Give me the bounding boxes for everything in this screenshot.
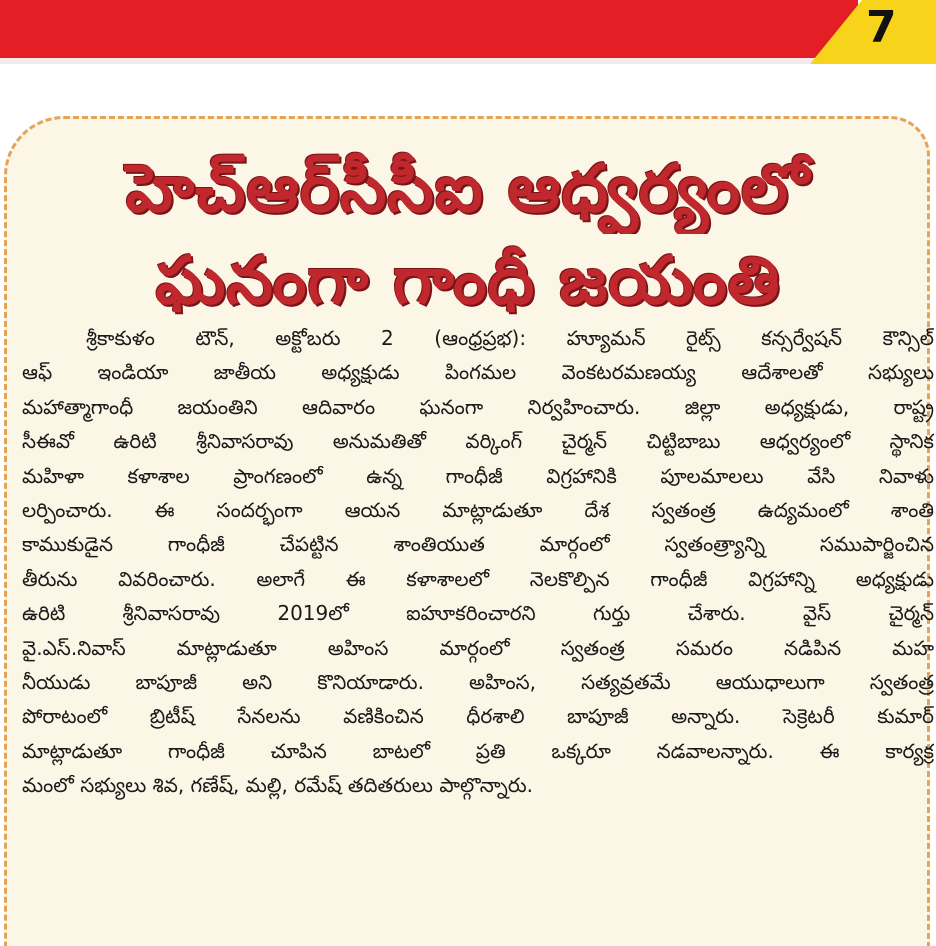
page-number: 7 [866,2,897,53]
body-line-1: శ్రీకాకుళం టౌన్, అక్టోబరు 2 (ఆంధ్రప్రభ): హ్యూమన్ రైట్స్ కన్సర్వేషన్ కౌన్సిల్ [86,326,934,350]
body-line-13: మాట్లాడుతూ గాంధీజీ చూపిన బాటలో ప్రతి ఒక్కరూ నడవాలన్నారు. ఈ కార్యక్ర [22,738,934,763]
body-line-2: ఆఫ్ ఇండియా జాతీయ అధ్యక్షుడు పింగమల వెంకటరమణయ్య ఆదేశాలతో సభ్యులు [22,360,934,385]
page-header [0,0,936,66]
body-line-10: వై.ఎస్.నివాస్ మాట్లాడుతూ అహింస మార్గంలో స్వతంత్ర సమరం నడిపిన మహ [22,635,934,660]
body-line-7: కాముకుడైన గాంధీజీ చేపట్టిన శాంతియుత మార్గంలో స్వతంత్ర్యాన్ని సముపార్జించిన [22,532,934,557]
body-line-12: పోరాటంలో బ్రిటీష్ సేనలను వణికించిన ధీరశాలి బాపూజీ అన్నారు. సెక్రెటరీ కుమార్ [22,704,934,729]
body-line-5: మహిళా కళాశాల ప్రాంగణంలో ఉన్న గాంధీజీ విగ్రహానికి పూలమాలలు వేసి నివాళు [22,463,934,488]
headline-line-1: హెచ్‌ఆర్‌సీసీఐ ఆధ్వర్యంలో [125,150,811,227]
header-red-bar [0,0,858,58]
body-line-14: మంలో సభ్యులు శివ, గణేష్, మల్లి, రమేష్ తదితరులు పాల్గొన్నారు. [22,773,533,798]
body-line-3: మహాత్మాగాంధీ జయంతిని ఆదివారం ఘనంగా నిర్వహించారు. జిల్లా అధ్యక్షుడు, రాష్ట్ర [22,394,934,419]
body-line-9: ఉరిటి శ్రీనివాసరావు 2019లో ఐహూకరించారని గుర్తు చేశారు. వైస్ చైర్మన్ [22,601,934,626]
headline-line-2: ఘనంగా గాంధీ జయంతి [155,242,781,319]
body-line-11: నీయుడు బాపూజీ అని కొనియాడారు. అహింస, సత్యవ్రతమే ఆయుధాలుగా స్వతంత్ర [22,669,934,694]
body-line-4: సీఈవో ఉరిటి శ్రీనివాసరావు అనుమతితో వర్కింగ్ చైర్మన్ చిట్టిబాబు ఆధ్వర్యంలో స్థానిక [22,429,934,454]
article-body [22,326,934,807]
body-line-8: తీరును వివరించారు. అలాగే ఈ కళాశాలలో నెలకొల్పిన గాంధీజీ విగ్రహాన్ని అధ్యక్షుడు [22,566,934,591]
header-divider [0,58,860,64]
body-line-6: లర్పించారు. ఈ సందర్భంగా ఆయన మాట్లాడుతూ దేశ స్వతంత్ర ఉద్యమంలో శాంతి [22,497,934,522]
